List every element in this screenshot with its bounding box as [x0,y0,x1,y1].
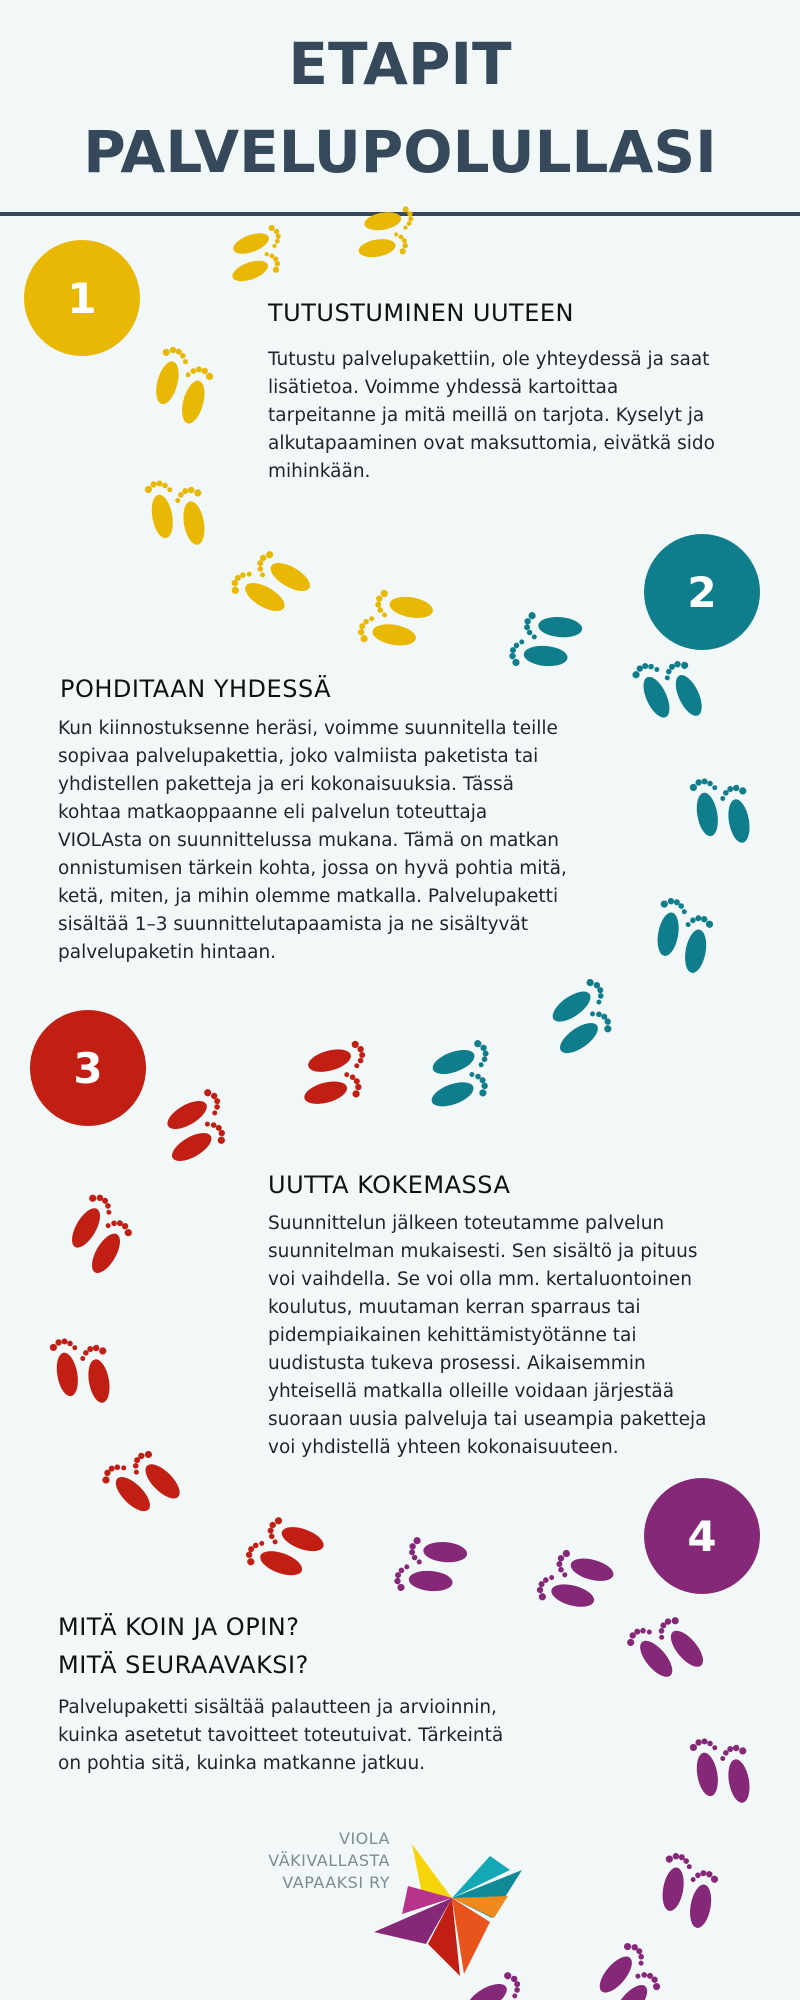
step-2-line: yhdistellen paketteja ja eri kokonaisuuksia. Tässä [58,774,514,795]
step-1-number: 1 [67,273,97,323]
step-2-circle [644,534,760,650]
step-4-text [58,1694,503,1778]
step-2-line: kohtaa matkaoppaanne eli palvelun toteuttaja [58,802,488,823]
step-4-line: kuinka asetetut tavoitteet toteutuivat. Tärkeintä [58,1725,504,1746]
step-3-line: voi vaihdella. Se voi olla mm. kertaluontoinen [268,1269,692,1290]
logo-line-2: VÄKIVALLASTA [268,1851,390,1870]
step-1-line: alkutapaaminen ovat maksuttomia, eivätkä sido [268,433,715,454]
step-1-line: Tutustu palvelupakettiin, ole yhteydessä ja saat [268,349,710,370]
step-4-title-line-2: MITÄ SEURAAVAKSI? [58,1651,309,1679]
step-4-title-line-1: MITÄ KOIN JA OPIN? [58,1613,300,1641]
step-2-line: palvelupaketin hintaan. [58,942,277,963]
step-1-title: TUTUSTUMINEN UUTEEN [268,299,574,327]
step-3-line: suunnitelman mukaisesti. Sen sisältö ja pituus [268,1241,698,1262]
step-3-line: koulutus, muutaman kerran sparraus tai [268,1297,641,1318]
step-3-title: UUTTA KOKEMASSA [268,1171,511,1199]
step-1-line: mihinkään. [268,461,371,482]
step-3-line: voi yhdistellä yhteen kokonaisuuteen. [268,1437,619,1458]
step-2-text [58,715,567,967]
step-4-circle [644,1478,760,1594]
step-3-text [268,1210,706,1462]
step-3-line: yhteisellä matkalla olleille voidaan järjestää [268,1381,675,1402]
step-1-line: lisätietoa. Voimme yhdessä kartoittaa [268,377,619,398]
step-4-line: Palvelupaketti sisältää palautteen ja arvioinnin, [58,1697,497,1718]
logo-line-3: VAPAAKSI RY [282,1873,390,1892]
logo-line-1: VIOLA [339,1829,390,1848]
pinwheel-logo-icon [372,1826,532,1976]
step-2-number: 2 [687,567,717,617]
step-2-line: Kun kiinnostuksenne heräsi, voimme suunnitella teille [58,718,558,739]
step-1-circle [24,240,140,356]
step-2-title: POHDITAAN YHDESSÄ [60,675,332,703]
step-2-line: ketä, miten, ja mihin olemme matkalla. Palvelupaketti [58,886,559,907]
step-2-line: onnistumisen tärkein kohta, jossa on hyvä pohtia mitä, [58,858,567,879]
step-3-line: Suunnittelun jälkeen toteutamme palvelun [268,1213,665,1234]
step-1-text [268,346,715,486]
step-4-title [58,1608,309,1684]
step-4-line: on pohtia sitä, kuinka matkanne jatkuu. [58,1753,426,1774]
title-line-2: PALVELUPOLULLASI [83,118,717,186]
step-2-line: VIOLAsta on suunnittelussa mukana. Tämä on matkan [58,830,560,851]
step-3-line: suoraan uusia palveluja tai useampia paketteja [268,1409,707,1430]
step-1-line: tarpeitanne ja mitä meillä on tarjota. Kyselyt ja [268,405,705,426]
step-3-circle [30,1010,146,1126]
step-2-line: sopivaa palvelupakettia, joko valmiista paketista tai [58,746,539,767]
step-3-line: uudistusta tukeva prosessi. Aikaisemmin [268,1353,646,1374]
step-3-number: 3 [73,1043,103,1093]
step-3-line: pidempiaikainen kehittämistyötänne tai [268,1325,637,1346]
title-line-1: ETAPIT [288,30,512,98]
step-4-number: 4 [687,1511,717,1561]
step-2-line: sisältää 1–3 suunnittelutapaamista ja ne sisältyvät [58,914,529,935]
